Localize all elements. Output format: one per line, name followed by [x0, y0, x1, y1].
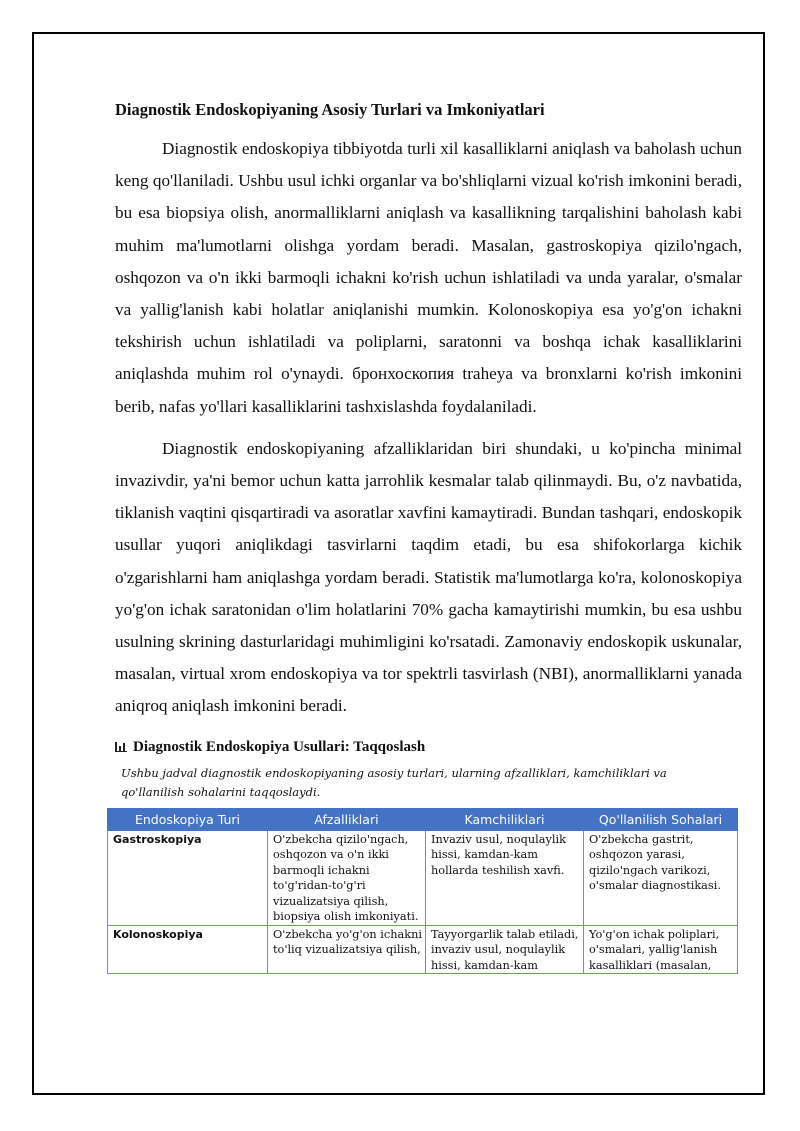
cell-type: Gastroskopiya [108, 830, 268, 925]
bar-chart-icon [115, 741, 127, 752]
cell-advantages: O'zbekcha qizilo'ngach, oshqozon va o'n ikki barmoqli ichakni to'g'ridan-to'g'ri vizualizatsiya qilish, biopsiya olish imkoniyati. [268, 830, 426, 925]
section-heading-text: Diagnostik Endoskopiya Usullari: Taqqoslash [133, 738, 426, 755]
table-row [108, 925, 738, 974]
header-advantages: Afzalliklari [268, 808, 426, 830]
paragraph-2: Diagnostik endoskopiyaning afzalliklaridan biri shundaki, u ko'pincha minimal invazivdir, ya'ni bemor uchun katta jarrohlik kesmalar talab qilinmaydi. Bu, o'z navbatida, tiklanish vaqtini qisqartiradi va asoratlar xavfini kamaytiradi. Bundan tashqari, endoskopik usullar yuqori aniqlikdagi tasvirlarni taqdim etadi, bu esa shifokorlarga kichik o'zgarishlarni ham aniqlashga yordam beradi. Statistik ma'lumotlarga ko'ra, kolonoskopiya yo'g'on ichak saratonidan o'lim holatlarini 70% gacha kamaytirishi mumkin, bu esa ushbu usulning skrining dasturlaridagi muhimligini ko'rsatadi. Zamonaviy endoskopik uskunalar, masalan, virtual xrom endoskopiya va tor spektrli tasvirlash (NBI), anormalliklarni yanada aniqroq aniqlash imkonini beradi. [115, 438, 742, 716]
cell-applications: Yo'g'on ichak poliplari, o'smalari, yallig'lanish kasalliklari (masalan, [584, 925, 738, 974]
header-applications: Qo'llanilish Sohalari [584, 808, 738, 830]
table-caption: Ushbu jadval diagnostik endoskopiyaning asosiy turlari, ularning afzalliklari, kamchiliklari va qo'llanilish sohalarini taqqoslaydi. [121, 765, 667, 799]
table-row [108, 830, 738, 925]
cell-type: Kolonoskopiya [108, 925, 268, 974]
header-disadvantages: Kamchiliklari [426, 808, 584, 830]
paragraph-1: Diagnostik endoskopiya tibbiyotda turli xil kasalliklarni aniqlash va baholash uchun keng qo'llaniladi. Ushbu usul ichki organlar va bo'shliqlarni vizual ko'rish imkonini beradi, bu esa biopsiya olish, anormalliklarni aniqlash va kasallikning tarqalishini baholash kabi muhim ma'lumotlarni olishga yordam beradi. Masalan, gastroskopiya qizilo'ngach, oshqozon va o'n ikki barmoqli ichakni ko'rish uchun ishlatiladi va unda yaralar, o'smalar va yallig'lanish kabi holatlar aniqlanishi mumkin. Kolonoskopiya esa yo'g'on ichakni tekshirish uchun ishlatiladi va poliplarni, saratonni va boshqa ichak kasalliklarini aniqlashda muhim rol o'ynaydi. бронхоскопия traheya va bronxlarni ko'rish imkonini berib, nafas yo'llari kasalliklarini tashxislashda foydalaniladi. [115, 139, 742, 416]
cell-applications: O'zbekcha gastrit, oshqozon yarasi, qizilo'ngach varikozi, o'smalar diagnostikasi. [584, 830, 738, 925]
document-body [115, 96, 742, 974]
comparison-table [107, 808, 737, 975]
table-header-row [108, 808, 738, 830]
cell-advantages: O'zbekcha yo'g'on ichakni to'liq vizualizatsiya qilish, [268, 925, 426, 974]
section-heading [115, 739, 742, 756]
cell-disadvantages: Invaziv usul, noqulaylik hissi, kamdan-kam hollarda teshilish xavfi. [426, 830, 584, 925]
document-title: Diagnostik Endoskopiyaning Asosiy Turlari va Imkoniyatlari [115, 100, 545, 119]
header-type: Endoskopiya Turi [108, 808, 268, 830]
cell-disadvantages: Tayyorgarlik talab etiladi, invaziv usul, noqulaylik hissi, kamdan-kam [426, 925, 584, 974]
